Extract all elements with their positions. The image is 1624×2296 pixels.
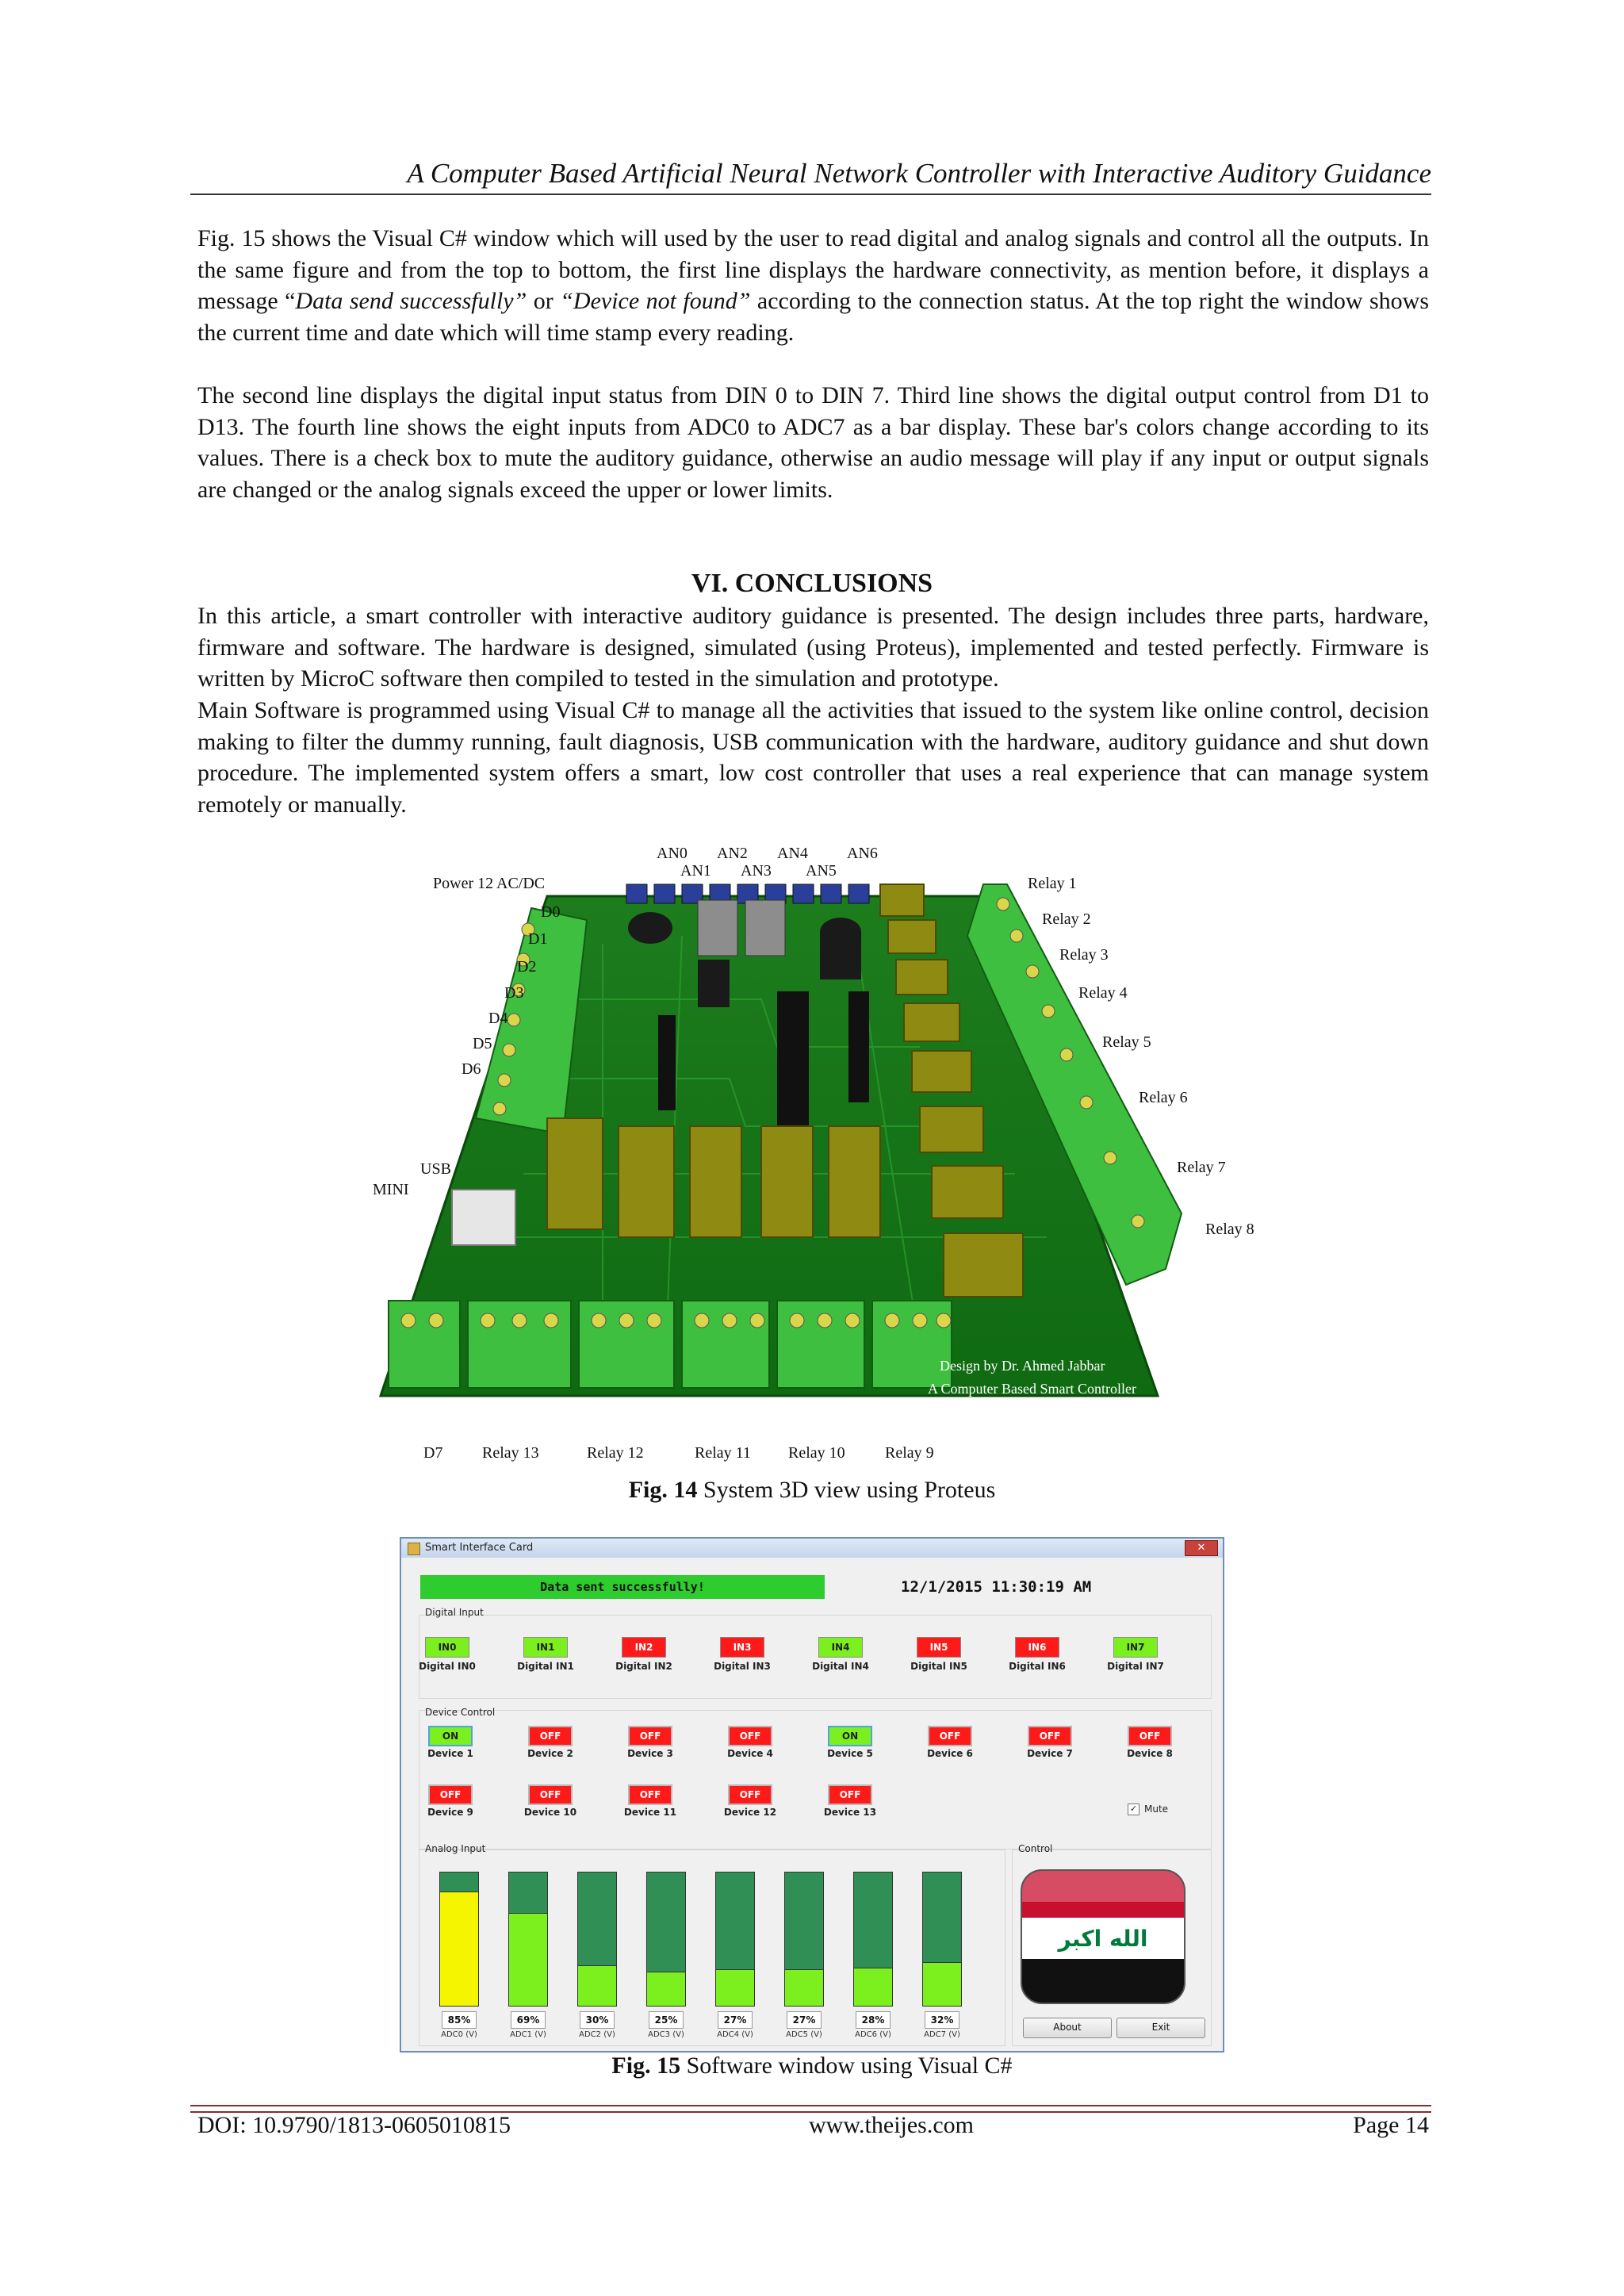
device-label: Device 4 [727,1748,773,1759]
footer-page-number: Page 14 [1353,2112,1429,2138]
adc-percent-readout: 30% [580,2011,615,2029]
label-d1: D1 [528,930,548,948]
caption-text: Software window using Visual C# [680,2053,1013,2079]
usb-connector [452,1190,515,1245]
device-label: Device 3 [627,1748,673,1759]
device-label: Device 9 [427,1807,473,1818]
device-toggle-button[interactable]: OFF [628,1784,672,1805]
digital-input-indicator: IN0 [425,1637,469,1658]
label-power: Power 12 AC/DC [433,875,546,892]
capacitor-body [698,960,730,1007]
label-relay-3: Relay 3 [1059,946,1109,964]
datetime-readout: 12/1/2015 11:30:19 AM [901,1578,1092,1596]
label-an1: AN1 [680,862,711,880]
device-toggle-button[interactable]: OFF [428,1784,473,1805]
label-d7: D7 [423,1444,443,1462]
digital-input-label: Digital Input [425,1607,484,1618]
adc-percent-readout: 32% [925,2011,959,2029]
label-mini: MINI [373,1181,409,1198]
label-relay-7: Relay 7 [1177,1159,1226,1176]
device-toggle-button[interactable]: OFF [1028,1726,1072,1746]
silk-text-3: with Auditory Warning [967,1402,1100,1418]
capacitor [628,912,672,944]
label-usb: USB [420,1160,451,1178]
mute-check-icon[interactable]: ✓ [1128,1803,1139,1815]
label-relay-9: Relay 9 [885,1444,934,1462]
adc-bar-fill [440,1892,478,2006]
analog-input-group [419,1849,1005,2046]
adc-channel-label: ADC6 (V) [855,2030,891,2039]
label-relay-8: Relay 8 [1205,1221,1254,1238]
footer-website[interactable]: www.theijes.com [809,2112,975,2138]
label-relay-12: Relay 12 [587,1444,644,1462]
adc-bar-fill [854,1968,892,2006]
digital-input-label: Digital IN6 [1009,1661,1066,1672]
adc-bar [577,1872,617,2007]
running-header [190,155,1431,195]
capacitor-body [820,932,861,979]
status-message: Data sent successfully! [420,1575,825,1599]
label-an2: AN2 [717,845,748,862]
adc-bar-fill [716,1969,754,2006]
about-button[interactable]: About [1023,2018,1112,2038]
adc-percent-readout: 85% [442,2011,477,2029]
adc-bar-fill [923,1962,961,2006]
label-an3: AN3 [741,862,772,880]
adc-bar-fill [647,1972,685,2006]
adc-channel-label: ADC3 (V) [648,2030,684,2039]
running-title: A Computer Based Artificial Neural Network Controller with Interactive Auditory Guidance [407,158,1431,189]
label-an5: AN5 [806,862,837,880]
adc-bar [715,1872,755,2007]
adc-bar [508,1872,548,2007]
label-an6: AN6 [847,845,878,862]
ic-chip [658,1015,676,1110]
analog-input-label: Analog Input [425,1843,486,1854]
adc-percent-readout: 27% [787,2011,822,2029]
label-relay-11: Relay 11 [695,1444,751,1462]
app-icon [408,1543,420,1555]
label-an4: AN4 [777,845,808,862]
digital-input-label: Digital IN4 [812,1661,869,1672]
figure-14-board [365,841,1261,1475]
device-toggle-button[interactable]: OFF [528,1784,573,1805]
digital-input-label: Digital IN1 [517,1661,574,1672]
board-3d-image [365,841,1261,1475]
regulator-1 [698,900,737,956]
ic-chip [848,991,869,1102]
device-toggle-button[interactable]: OFF [1128,1726,1172,1746]
device-label: Device 2 [527,1748,573,1759]
caption-number: Fig. 15 [611,2053,681,2079]
adc-bar [439,1872,479,2007]
quote-device-not-found: “Device not found” [560,288,751,315]
paragraph-fig15-description [197,223,1429,349]
paragraph-conclusions: In this article, a smart controller with interactive auditory guidance is presented. The design includes three parts, hardware, firmware and software. The hardware is designed, simulated (using Proteus), implemented and tested perfectly. Firmware is written by MicroC software then compiled to tested in the simulation and prototype. [197,603,1429,692]
digital-input-label: Digital IN3 [714,1661,771,1672]
label-d2: D2 [517,958,537,976]
device-toggle-button[interactable]: ON [428,1726,473,1746]
device-label: Device 1 [427,1748,473,1759]
flag-emblem-text: الله اكبر [1058,1926,1148,1952]
caption-text: System 3D view using Proteus [697,1477,996,1503]
device-toggle-button[interactable]: OFF [728,1726,772,1746]
regulator-2 [745,900,785,956]
label-d3: D3 [504,984,524,1002]
digital-input-indicator: IN5 [917,1637,961,1658]
label-d5: D5 [473,1035,492,1052]
adc-bar [646,1872,686,2007]
adc-bar [784,1872,824,2007]
device-label: Device 13 [823,1807,877,1818]
digital-input-indicator: IN1 [523,1637,568,1658]
adc-percent-readout: 27% [718,2011,753,2029]
section-title: VI. CONCLUSIONS [691,569,933,598]
adc-channel-label: ADC2 (V) [579,2030,615,2039]
label-relay-6: Relay 6 [1139,1089,1188,1106]
device-label: Device 11 [623,1807,677,1818]
silk-text-2: A Computer Based Smart Controller [928,1381,1136,1397]
exit-button[interactable]: Exit [1116,2018,1205,2038]
label-d0: D0 [541,903,561,921]
footer-doi: DOI: 10.9790/1813-0605010815 [197,2112,511,2138]
label-relay-5: Relay 5 [1102,1033,1151,1051]
adc-bar [922,1872,962,2007]
digital-input-label: Digital IN7 [1107,1661,1164,1672]
digital-input-label: Digital IN5 [910,1661,967,1672]
label-relay-1: Relay 1 [1028,875,1077,892]
digital-input-indicator: IN6 [1015,1637,1059,1658]
digital-input-indicator: IN7 [1113,1637,1158,1658]
digital-input-indicator: IN2 [622,1637,666,1658]
digital-input-indicator: IN3 [720,1637,764,1658]
adc-channel-label: ADC1 (V) [510,2030,546,2039]
adc-bar-fill [509,1913,547,2006]
quote-data-sent: Data send successfully” [295,288,527,315]
adc-channel-label: ADC7 (V) [924,2030,960,2039]
adc-channel-label: ADC0 (V) [441,2030,477,2039]
adc-percent-readout: 69% [511,2011,546,2029]
label-relay-4: Relay 4 [1078,984,1128,1002]
adc-channel-label: ADC4 (V) [717,2030,753,2039]
device-label: Device 12 [723,1807,777,1818]
mute-label: Mute [1144,1803,1169,1815]
adc-bar-fill [578,1965,616,2006]
paragraph-text: according to the connection status. At the top right the window shows the current time and date which will time stamp every reading. [197,288,1429,347]
device-control-label: Device Control [425,1707,496,1718]
label-relay-2: Relay 2 [1042,910,1091,928]
device-label: Device 5 [827,1748,873,1759]
mute-checkbox[interactable] [1128,1803,1168,1815]
front-relay-row [547,1118,880,1237]
digital-input-indicator: IN4 [818,1637,863,1658]
adc-channel-label: ADC5 (V) [786,2030,822,2039]
control-label: Control [1018,1843,1053,1854]
adc-percent-readout: 25% [649,2011,684,2029]
paragraph-main-software: Main Software is programmed using Visual C# to manage all the activities that issued to the system like online control, decision making to filter the dummy running, fault diagnosis, USB communication with the hardware, auditory guidance and shut down procedure. The implemented system offers a smart, low cost controller that uses a real experience that can manage system remotely or manually. [197,697,1429,818]
paragraph-lines-description: The second line displays the digital input status from DIN 0 to DIN 7. Third line shows the digital output control from D1 to D13. The fourth line shows the eight inputs from ADC0 to ADC7 as a bar display. These bar's colors change according to its values. There is a check box to mute the auditory guidance, otherwise an audio message will play if any input or output signals are changed or the analog signals exceed the upper or lower limits. [197,382,1429,504]
window-title: Smart Interface Card [425,1542,534,1554]
device-label: Device 7 [1027,1748,1073,1759]
figure-14-caption [0,1477,1624,1504]
adc-bar [853,1872,893,2007]
device-toggle-button[interactable]: OFF [528,1726,573,1746]
silk-text-1: Design by Dr. Ahmed Jabbar [940,1358,1105,1374]
device-toggle-button[interactable]: OFF [628,1726,672,1746]
device-toggle-button[interactable]: OFF [828,1784,872,1805]
label-relay-13: Relay 13 [482,1444,539,1462]
figure-15-caption [0,2053,1624,2079]
label-an0: AN0 [657,845,688,862]
iraq-flag-icon [1012,1864,1194,2007]
device-toggle-button[interactable]: OFF [928,1726,972,1746]
device-toggle-button[interactable]: ON [828,1726,872,1746]
paragraph-text: Fig. 15 shows the Visual C# window which will used by the user to read digital and analog signals and control all the outputs. In the same figure and from the top to bottom, the first line displays the hardware connectivity, as mention before, it displays a message “ [197,225,1429,315]
caption-number: Fig. 14 [628,1477,698,1503]
smart-interface-window [400,1537,1224,2053]
paragraph-text: or [527,288,561,315]
label-relay-10: Relay 10 [788,1444,845,1462]
device-label: Device 10 [523,1807,577,1818]
close-icon[interactable]: ✕ [1185,1540,1218,1556]
label-d6: D6 [462,1060,481,1078]
digital-input-label: Digital IN0 [419,1661,476,1672]
adc-bar-fill [785,1969,823,2006]
label-d4: D4 [488,1010,508,1027]
digital-input-label: Digital IN2 [615,1661,672,1672]
adc-percent-readout: 28% [856,2011,891,2029]
window-title-bar [401,1539,1223,1558]
device-label: Device 8 [1127,1748,1173,1759]
device-toggle-button[interactable]: OFF [728,1784,772,1805]
device-label: Device 6 [927,1748,973,1759]
